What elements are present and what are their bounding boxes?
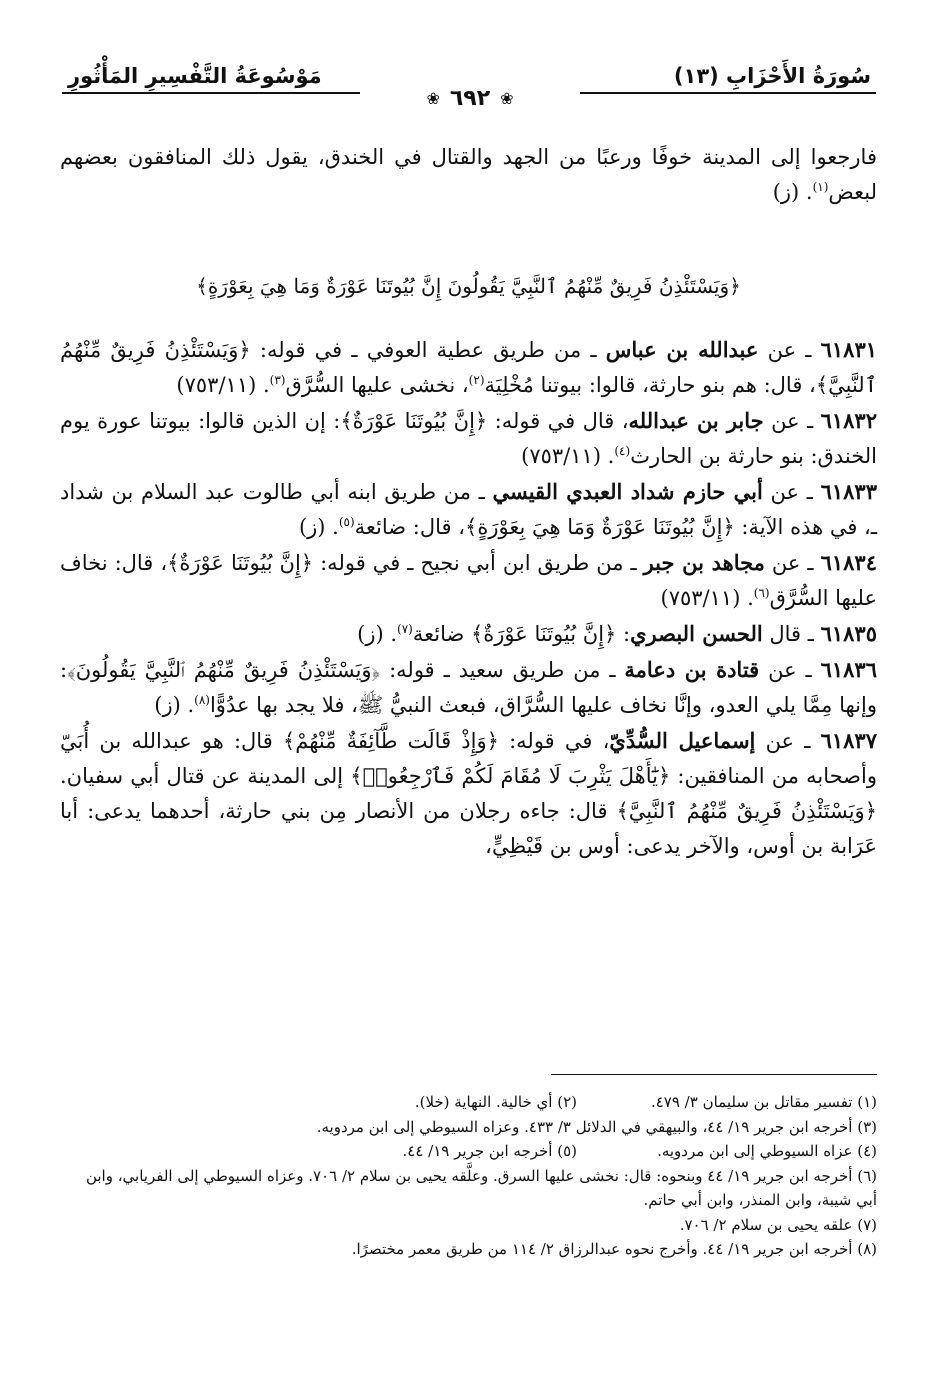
- entry-text-2: ، نخشى عليها السُّرَّق: [285, 373, 469, 397]
- footnote-marker: (٧): [397, 622, 413, 636]
- entry-narrator: جابر بن عبدالله: [628, 408, 764, 433]
- footnote-4: (٤) عزاه السيوطي إلى ابن مردويه.: [657, 1142, 877, 1160]
- entry-61835: [60, 616, 877, 652]
- intro-suffix: . (ز): [772, 180, 813, 204]
- entry-narrator: الحسن البصري: [630, 621, 763, 646]
- footnote-marker: (١): [812, 180, 829, 194]
- entry-sep: ـ عن: [759, 658, 821, 682]
- footnote-8: (٨) أخرجه ابن جرير ١٩/ ٤٤. وأخرج نحوه عبدالرزاق ٢/ ١١٤ من طريق معمر مختصرًا.: [351, 1240, 877, 1258]
- entry-narrator: إسماعيل السُّدِّيّ: [609, 728, 756, 753]
- entry-suffix: . (ز): [298, 515, 339, 539]
- footnote-2: (٢) أي خالية. النهاية (خلا).: [414, 1093, 577, 1111]
- entry-number: ٦١٨٣٣: [820, 479, 877, 504]
- entry-61837: [60, 723, 877, 864]
- footnote-6: (٦) أخرجه ابن جرير ١٩/ ٤٤ وبنحوه: قال: نخشى عليها السرق. وعلَّقه يحيى بن سلام ٢/ ٧٠٦. وعزاه السيوطي إلى الفريابي، وابن أبي شيبة، وابن المنذر، وابن أبي حاتم.: [85, 1166, 877, 1209]
- entry-61836: [60, 652, 877, 723]
- entry-text: : ﴿إِنَّ بُيُوتَنَا عَوْرَةٌ﴾ ضائعة: [412, 622, 631, 646]
- footnote-marker: (٦): [753, 586, 770, 600]
- footnotes: [62, 1090, 877, 1262]
- entry-suffix: . (٧٥٣/١١): [660, 586, 754, 610]
- entry-number: ٦١٨٣٤: [820, 550, 877, 575]
- entry-text: ، قال في قوله: ﴿إِنَّ بُيُوتَنَا عَوْرَةٌ﴾: إن الذين قالوا: بيوتنا عورة يوم الخندق: بنو حارثة بن الحارث: [60, 409, 877, 468]
- entry-number: ٦١٨٣١: [820, 337, 878, 362]
- entry-sep: ـ عن: [763, 409, 821, 433]
- entry-61834: [60, 545, 877, 616]
- entry-number: ٦١٨٣٧: [820, 728, 877, 753]
- entry-number: ٦١٨٣٦: [820, 657, 877, 682]
- entry-number: ٦١٨٣٥: [820, 621, 877, 646]
- footnote-5: (٥) أخرجه ابن جرير ١٩/ ٤٤.: [402, 1142, 577, 1160]
- footnote-rule: [551, 1074, 877, 1075]
- footnote-7: (٧) علقه يحيى بن سلام ٢/ ٧٠٦.: [679, 1215, 877, 1234]
- entry-text: ، في قوله: ﴿وَإِذْ قَالَت طَّآئِفَةٌ مِّنْهُمْ﴾ قال: هو عبدالله بن أُبَيّ وأصحابه من المنافقين: ﴿يَٰٓأَهْلَ يَثْرِبَ لَا مُقَامَ لَكُمْ فَٱرْجِعُوا۟﴾ إلى المدينة عن قتال أبي سفيان. ﴿وَيَسْتَئْذِنُ فَرِيقٌ مِّنْهُمُ ٱلنَّبِيَّ﴾ قال: جاءه رجلان من الأنصار مِن بني حارثة، أحدهما يدعى: أبا عَرَابة بن أوس، والآخر يدعى: أوس بن قَيْظِيٍّ،: [60, 729, 877, 858]
- entry-sep: ـ عن: [762, 480, 821, 504]
- ornament-icon: ❀: [500, 88, 514, 108]
- entry-text: ـ من طريق سعيد ـ قوله: ﴿وَيَسْتَئْذِنُ فَرِيقٌ مِّنْهُمُ ٱلنَّبِيَّ يَقُولُونَ﴾: وإنها مِمَّا يلي العدو، وإنَّا نخاف عليها السُّرَّاق، فبعث النبيُّ ﷺ، فلا يجد بها عدُوًّا: [60, 658, 877, 717]
- entry-61832: [60, 403, 877, 474]
- entry-suffix: . (٧٥٣/١١): [521, 444, 615, 468]
- entry-narrator: عبدالله بن عباس: [605, 337, 759, 362]
- page-number-box: [360, 86, 580, 110]
- entry-suffix: . (٧٥٣/١١): [176, 373, 270, 397]
- entry-sep: ـ عن: [758, 338, 821, 362]
- entry-suffix: . (ز): [357, 622, 398, 646]
- quran-verse: ﴿وَيَسْتَئْذِنُ فَرِيقٌ مِّنْهُمُ ٱلنَّبِيَّ يَقُولُونَ إِنَّ بُيُوتَنَا عَوْرَةٌ وَمَا هِيَ بِعَوْرَةٍ﴾: [196, 274, 741, 298]
- footnote-marker: (٢): [468, 373, 485, 387]
- surah-title: سُورَةُ الأَحْزَابِ (١٣): [673, 64, 871, 88]
- footnote-marker: (٣): [269, 373, 286, 387]
- footnote-marker: (٥): [338, 515, 355, 529]
- footnote-marker: (٨): [194, 693, 210, 707]
- entry-text: ـ من طريق عطية العوفي ـ في قوله: ﴿وَيَسْتَئْذِنُ فَرِيقٌ مِّنْهُمُ ٱلنَّبِيَّ﴾، قال: هم بنو حارثة، قالوا: بيوتنا مُخْلِيَة: [60, 338, 877, 397]
- entry-text: ـ من طريق ابنه أبي طالوت عبد السلام بن شداد ـ، في هذه الآية: ﴿إِنَّ بُيُوتَنَا عَوْرَةٌ وَمَا هِيَ بِعَوْرَةٍ﴾، قال: ضائعة: [60, 480, 877, 539]
- footnote-row: [62, 1090, 877, 1115]
- entries-list: [60, 332, 877, 864]
- intro-paragraph: [60, 140, 877, 210]
- ornament-icon: ❀: [426, 88, 440, 108]
- entry-suffix: . (ز): [154, 693, 195, 717]
- footnote-row: [62, 1139, 877, 1164]
- footnote-3: (٣) أخرجه ابن جرير ١٩/ ٤٤، والبيهقي في الدلائل ٣/ ٤٣٣. وعزاه السيوطي إلى ابن مردويه.: [316, 1117, 877, 1136]
- entry-narrator: مجاهد بن جبر: [643, 550, 765, 575]
- entry-sep: ـ قال: [762, 622, 821, 646]
- entry-narrator: أبي حازم شداد العبدي القيسي: [492, 479, 763, 504]
- entry-61833: [60, 474, 877, 545]
- footnote-1: (١) تفسير مقاتل بن سليمان ٣/ ٤٧٩.: [650, 1093, 877, 1111]
- entry-number: ٦١٨٣٢: [820, 408, 877, 433]
- entry-sep: ـ عن: [755, 729, 821, 753]
- entry-sep: ـ عن: [764, 551, 821, 575]
- book-title: مَوْسُوعَةُ التَّفْسِيرِ المَأْثُورِ: [68, 64, 322, 88]
- footnote-marker: (٤): [614, 444, 631, 458]
- entry-text: ـ من طريق ابن أبي نجيح ـ في قوله: ﴿إِنَّ بُيُوتَنَا عَوْرَةٌ﴾، قال: نخاف عليها السُّرَّق: [60, 551, 877, 610]
- intro-text: فارجعوا إلى المدينة خوفًا ورعبًا من الجهد والقتال في الخندق، يقول ذلك المنافقون بعضهم لبعض: [60, 145, 877, 204]
- page-number: ٦٩٢: [449, 85, 491, 111]
- entry-61831: [60, 332, 877, 403]
- entry-narrator: قتادة بن دعامة: [624, 657, 760, 682]
